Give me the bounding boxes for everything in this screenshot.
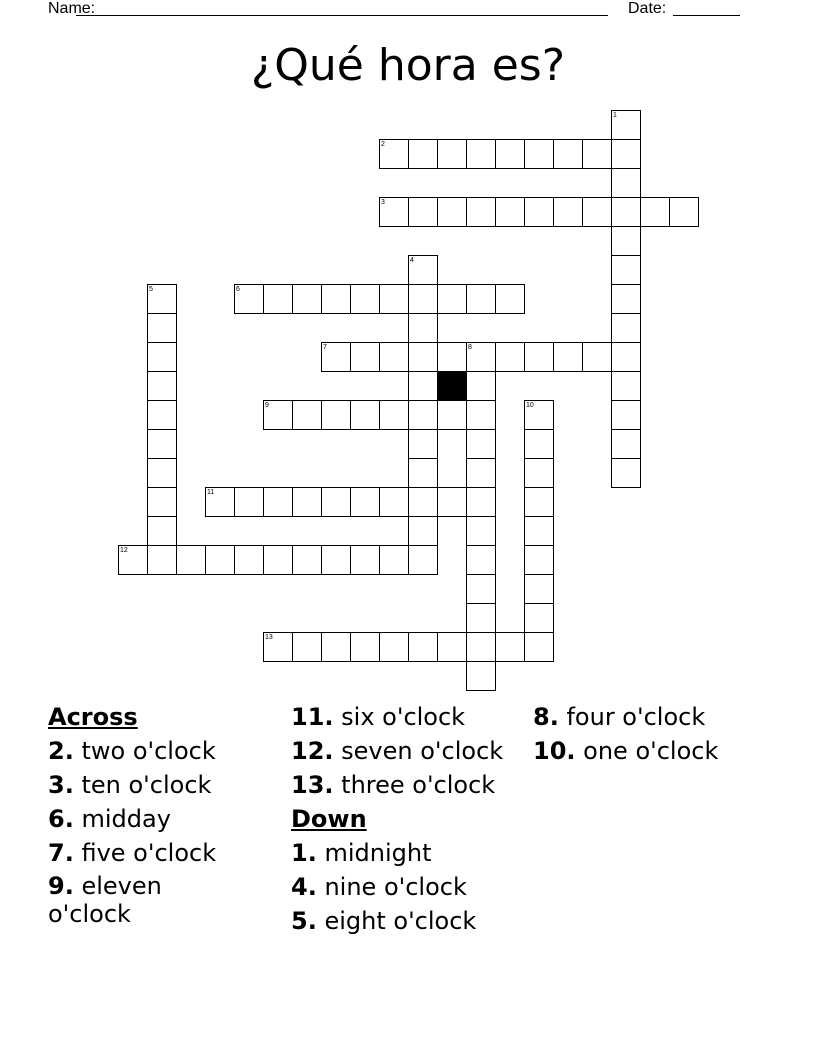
grid-cell[interactable]	[292, 284, 322, 314]
grid-cell[interactable]	[524, 139, 554, 169]
clue-across-7	[48, 836, 238, 870]
grid-cell[interactable]	[611, 168, 641, 198]
grid-cell[interactable]	[611, 342, 641, 372]
grid-cell[interactable]	[408, 545, 438, 575]
grid-cell[interactable]	[292, 487, 322, 517]
grid-cell[interactable]	[147, 545, 177, 575]
grid-cell[interactable]	[524, 197, 554, 227]
clue-across-3	[48, 768, 238, 802]
grid-cell-number: 11	[207, 489, 215, 496]
clue-down-5	[291, 904, 531, 938]
grid-cell[interactable]	[350, 400, 380, 430]
grid-cell[interactable]	[321, 284, 351, 314]
grid-cell[interactable]	[379, 139, 409, 169]
clue-number: 1.	[291, 839, 317, 867]
grid-cell[interactable]	[350, 487, 380, 517]
grid-cell[interactable]	[147, 284, 177, 314]
grid-cell[interactable]	[524, 632, 554, 662]
grid-cell[interactable]	[263, 632, 293, 662]
clue-text: eleven o'clock	[48, 872, 162, 928]
clue-number: 12.	[291, 737, 334, 765]
clue-number: 8.	[533, 703, 559, 731]
grid-cell[interactable]	[147, 400, 177, 430]
across-heading: Across	[48, 703, 138, 731]
clue-number: 7.	[48, 839, 74, 867]
grid-cell[interactable]	[408, 284, 438, 314]
clue-across-6	[48, 802, 238, 836]
clue-text: four o'clock	[566, 703, 706, 731]
clue-text: two o'clock	[81, 737, 216, 765]
grid-cell[interactable]	[379, 400, 409, 430]
grid-cell[interactable]	[408, 400, 438, 430]
grid-cell[interactable]	[350, 545, 380, 575]
grid-cell[interactable]	[292, 632, 322, 662]
grid-cell[interactable]	[466, 400, 496, 430]
clue-number: 5.	[291, 907, 317, 935]
grid-cell[interactable]	[408, 139, 438, 169]
grid-cell[interactable]	[611, 429, 641, 459]
grid-cell[interactable]	[437, 284, 467, 314]
grid-cell[interactable]	[495, 284, 525, 314]
grid-cell[interactable]	[553, 139, 583, 169]
clue-text: nine o'clock	[324, 873, 467, 901]
grid-cell[interactable]	[524, 487, 554, 517]
clue-down-8	[533, 700, 793, 734]
grid-cell[interactable]	[321, 545, 351, 575]
clues-column-2	[291, 700, 531, 938]
grid-cell[interactable]	[350, 342, 380, 372]
clue-across-12	[291, 734, 531, 768]
grid-cell[interactable]	[524, 603, 554, 633]
grid-cell-number: 13	[265, 634, 273, 641]
grid-cell[interactable]	[466, 487, 496, 517]
clue-across-13	[291, 768, 531, 802]
grid-cell[interactable]	[408, 255, 438, 285]
grid-cell-number: 12	[120, 547, 128, 554]
grid-cell[interactable]	[582, 342, 612, 372]
date-label: Date:	[628, 0, 667, 17]
grid-cell[interactable]	[321, 487, 351, 517]
grid-cell[interactable]	[466, 458, 496, 488]
grid-cell[interactable]	[466, 429, 496, 459]
grid-cell[interactable]	[582, 139, 612, 169]
grid-cell[interactable]	[466, 661, 496, 691]
clues-column-1	[48, 700, 238, 932]
clue-number: 2.	[48, 737, 74, 765]
grid-cell[interactable]	[292, 400, 322, 430]
grid-cell[interactable]	[524, 458, 554, 488]
grid-cell[interactable]	[466, 342, 496, 372]
grid-cell[interactable]	[408, 487, 438, 517]
clues-column-3	[533, 700, 793, 768]
grid-cell[interactable]	[147, 487, 177, 517]
clue-number: 10.	[533, 737, 576, 765]
grid-black-cell	[437, 371, 467, 401]
grid-cell[interactable]	[147, 429, 177, 459]
grid-cell[interactable]	[408, 458, 438, 488]
name-label: Name:	[48, 0, 96, 17]
grid-cell[interactable]	[408, 429, 438, 459]
grid-cell-number: 1	[613, 112, 617, 119]
grid-cell[interactable]	[379, 197, 409, 227]
grid-cell[interactable]	[147, 313, 177, 343]
grid-cell[interactable]	[437, 487, 467, 517]
grid-cell[interactable]	[234, 545, 264, 575]
grid-cell[interactable]	[437, 342, 467, 372]
clue-number: 6.	[48, 805, 74, 833]
grid-cell[interactable]	[495, 632, 525, 662]
clue-down-4	[291, 870, 531, 904]
grid-cell[interactable]	[611, 110, 641, 140]
grid-cell[interactable]	[437, 197, 467, 227]
clue-down-1	[291, 836, 531, 870]
grid-cell[interactable]	[263, 400, 293, 430]
grid-cell-number: 2	[381, 141, 385, 148]
grid-cell[interactable]	[321, 632, 351, 662]
grid-cell[interactable]	[408, 313, 438, 343]
grid-cell-number: 9	[265, 402, 269, 409]
clue-text: one o'clock	[583, 737, 719, 765]
clue-down-10	[533, 734, 793, 768]
grid-cell[interactable]	[263, 284, 293, 314]
grid-cell-number: 6	[236, 286, 240, 293]
clue-text: three o'clock	[341, 771, 496, 799]
grid-cell-number: 3	[381, 199, 385, 206]
clue-text: five o'clock	[81, 839, 217, 867]
grid-cell[interactable]	[408, 342, 438, 372]
grid-cell-number: 7	[323, 344, 327, 351]
grid-cell[interactable]	[466, 603, 496, 633]
grid-cell[interactable]	[205, 487, 235, 517]
clue-number: 3.	[48, 771, 74, 799]
grid-cell[interactable]	[466, 545, 496, 575]
grid-cell[interactable]	[466, 284, 496, 314]
grid-cell[interactable]	[524, 545, 554, 575]
grid-cell[interactable]	[524, 400, 554, 430]
grid-cell[interactable]	[582, 197, 612, 227]
grid-cell[interactable]	[611, 197, 641, 227]
grid-cell-number: 4	[410, 257, 414, 264]
grid-cell[interactable]	[437, 139, 467, 169]
grid-cell[interactable]	[408, 197, 438, 227]
grid-cell[interactable]	[611, 255, 641, 285]
grid-cell[interactable]	[553, 342, 583, 372]
grid-cell[interactable]	[437, 400, 467, 430]
grid-cell[interactable]	[292, 545, 322, 575]
grid-cell[interactable]	[611, 371, 641, 401]
grid-cell[interactable]	[553, 197, 583, 227]
grid-cell[interactable]	[205, 545, 235, 575]
grid-cell[interactable]	[669, 197, 699, 227]
grid-cell[interactable]	[524, 516, 554, 546]
grid-cell-number: 10	[526, 402, 534, 409]
grid-cell[interactable]	[466, 632, 496, 662]
grid-cell[interactable]	[379, 342, 409, 372]
grid-cell[interactable]	[234, 487, 264, 517]
clue-text: midday	[81, 805, 171, 833]
grid-cell-number: 8	[468, 344, 472, 351]
grid-cell[interactable]	[466, 139, 496, 169]
grid-cell[interactable]	[524, 574, 554, 604]
grid-cell[interactable]	[234, 284, 264, 314]
clue-across-2	[48, 734, 238, 768]
grid-cell[interactable]	[524, 342, 554, 372]
grid-cell[interactable]	[263, 487, 293, 517]
grid-cell[interactable]	[147, 516, 177, 546]
grid-cell[interactable]	[379, 487, 409, 517]
grid-cell[interactable]	[263, 545, 293, 575]
grid-cell[interactable]	[437, 632, 467, 662]
grid-cell[interactable]	[408, 516, 438, 546]
clue-text: eight o'clock	[324, 907, 477, 935]
grid-cell[interactable]	[466, 574, 496, 604]
clues-section	[0, 700, 816, 960]
grid-cell[interactable]	[408, 632, 438, 662]
grid-cell[interactable]	[118, 545, 148, 575]
clue-text: six o'clock	[341, 703, 466, 731]
grid-cell[interactable]	[495, 197, 525, 227]
clue-across-11	[291, 700, 531, 734]
grid-cell[interactable]	[524, 429, 554, 459]
grid-cell-number: 5	[149, 286, 153, 293]
grid-cell[interactable]	[611, 139, 641, 169]
grid-cell[interactable]	[147, 371, 177, 401]
grid-cell[interactable]	[379, 632, 409, 662]
grid-cell[interactable]	[379, 545, 409, 575]
grid-cell[interactable]	[611, 284, 641, 314]
clue-number: 4.	[291, 873, 317, 901]
grid-cell[interactable]	[495, 139, 525, 169]
grid-cell[interactable]	[147, 458, 177, 488]
clue-number: 11.	[291, 703, 334, 731]
grid-cell[interactable]	[495, 342, 525, 372]
grid-cell[interactable]	[350, 284, 380, 314]
grid-cell[interactable]	[611, 458, 641, 488]
clue-across-9	[48, 870, 238, 932]
down-heading: Down	[291, 805, 367, 833]
grid-cell[interactable]	[640, 197, 670, 227]
grid-cell[interactable]	[611, 400, 641, 430]
clue-number: 9.	[48, 872, 74, 900]
clue-number: 13.	[291, 771, 334, 799]
grid-cell[interactable]	[408, 371, 438, 401]
clue-text: seven o'clock	[341, 737, 504, 765]
grid-cell[interactable]	[466, 371, 496, 401]
grid-cell[interactable]	[350, 632, 380, 662]
grid-cell[interactable]	[321, 400, 351, 430]
grid-cell[interactable]	[379, 284, 409, 314]
grid-cell[interactable]	[466, 516, 496, 546]
grid-cell[interactable]	[321, 342, 351, 372]
clue-text: ten o'clock	[81, 771, 212, 799]
grid-cell[interactable]	[176, 545, 206, 575]
grid-cell[interactable]	[611, 313, 641, 343]
clue-text: midnight	[324, 839, 432, 867]
grid-cell[interactable]	[466, 197, 496, 227]
page-title: ¿Qué hora es?	[250, 40, 566, 91]
grid-cell[interactable]	[147, 342, 177, 372]
grid-cell[interactable]	[611, 226, 641, 256]
